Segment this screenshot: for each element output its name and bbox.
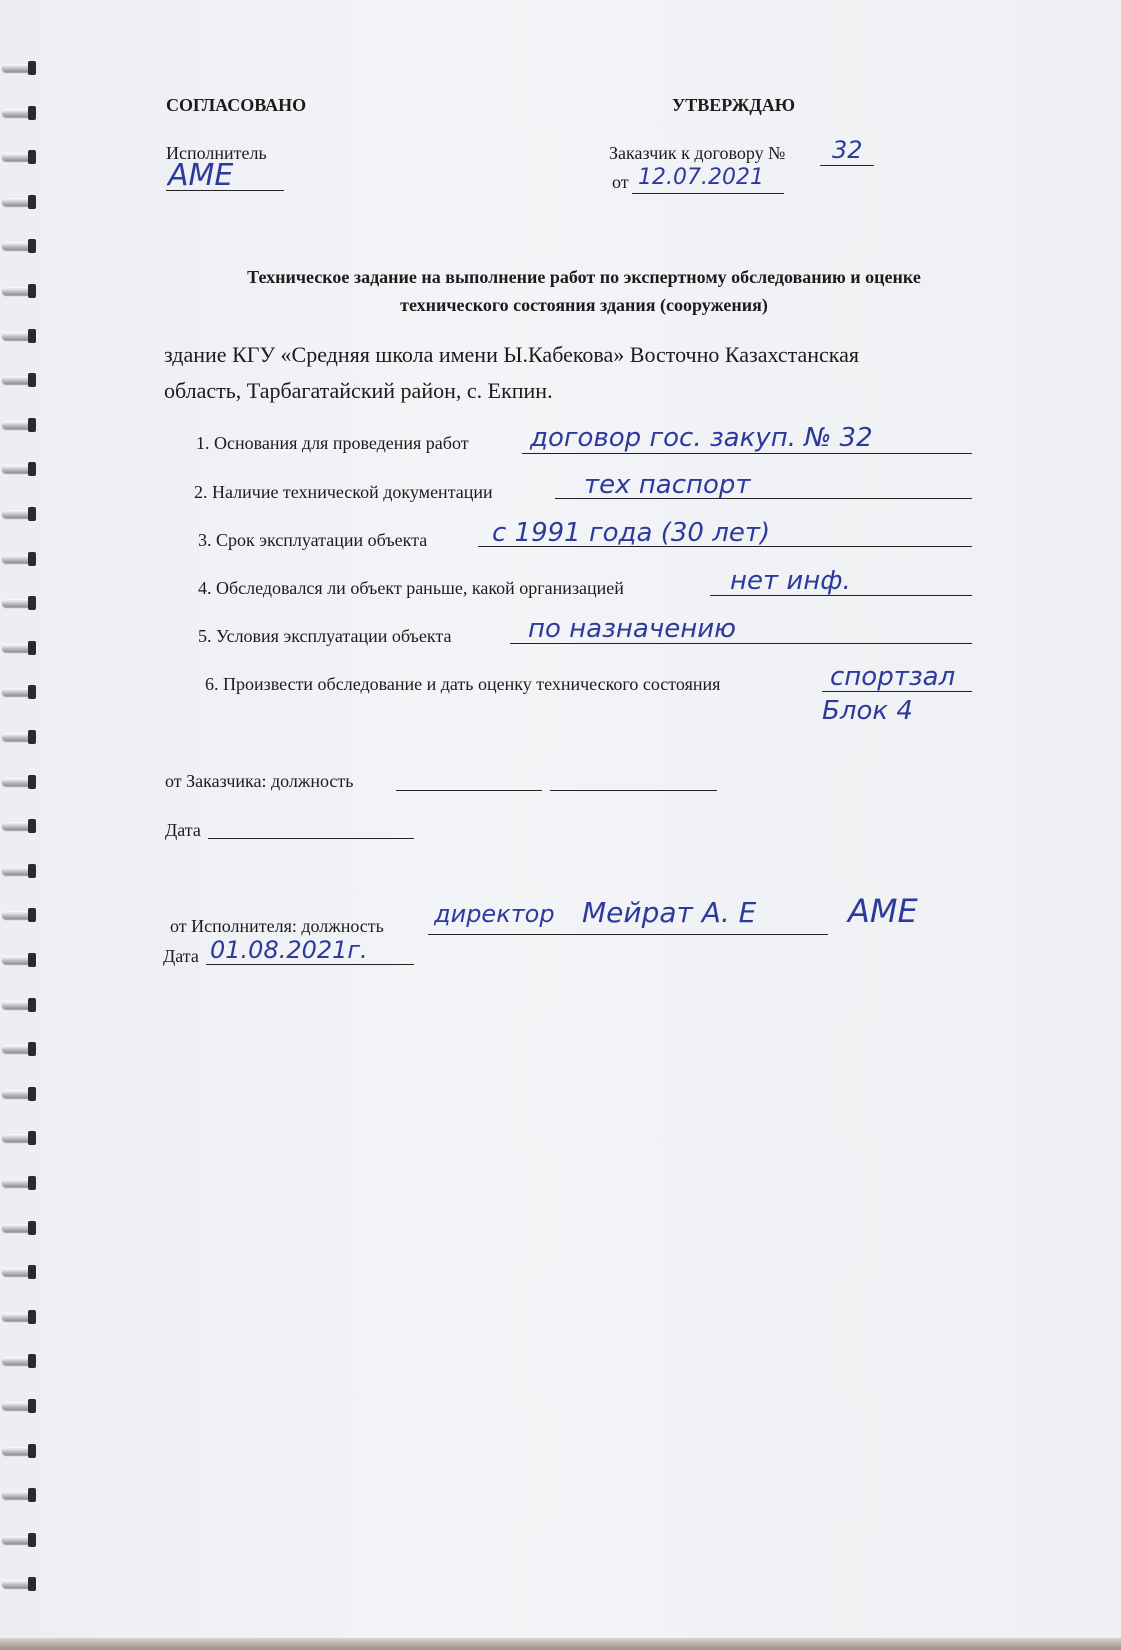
binding-ring — [2, 1574, 40, 1596]
contract-number: 32 — [832, 136, 863, 164]
binding-ring — [2, 504, 40, 526]
binding-ring — [2, 772, 40, 794]
item-6-value-block: Блок 4 — [822, 696, 913, 726]
binding-ring — [2, 415, 40, 437]
object-description-line-1: здание КГУ «Средняя школа имени Ы.Кабекова» Восточно Казахстанская — [164, 342, 860, 367]
binding-ring — [2, 1173, 40, 1195]
contract-date-line — [632, 193, 784, 194]
binding-ring — [2, 281, 40, 303]
binding-ring — [2, 905, 40, 927]
item-1-label: 1. Основания для проведения работ — [196, 433, 469, 453]
executor-signature: АМЕ — [168, 158, 234, 193]
binding-ring — [2, 638, 40, 660]
binding-ring — [2, 1262, 40, 1284]
binding-ring — [2, 1218, 40, 1240]
customer-signature-line — [550, 790, 717, 791]
customer-position-line — [396, 790, 542, 791]
binding-ring — [2, 727, 40, 749]
executor-signature-bottom: АМЕ — [848, 892, 918, 930]
item-4-value: нет инф. — [730, 566, 851, 596]
item-1-line — [522, 453, 972, 454]
item-4-label: 4. Обследовался ли объект раньше, какой организацией — [198, 578, 624, 598]
object-description-line-2: область, Тарбагатайский район, с. Екпин. — [164, 378, 553, 403]
binding-ring — [2, 147, 40, 169]
executor-date-line — [206, 964, 414, 965]
item-5-value: по назначению — [528, 614, 736, 644]
binding-ring — [2, 58, 40, 80]
binding-ring — [2, 549, 40, 571]
binding-ring — [2, 1307, 40, 1329]
item-5-label: 5. Условия эксплуатации объекта — [198, 626, 452, 646]
binding-ring — [2, 1128, 40, 1150]
binding-ring — [2, 593, 40, 615]
binding-ring — [2, 682, 40, 704]
binding-ring — [2, 370, 40, 392]
executor-name: Мейрат А. Е — [582, 896, 757, 929]
binding-ring — [2, 192, 40, 214]
item-6-value: спортзал — [830, 662, 956, 692]
binding-ring — [2, 950, 40, 972]
contract-number-line — [820, 165, 874, 166]
executor-position-label: от Исполнителя: должность — [170, 916, 384, 936]
document-title-line-2: технического состояния здания (сооружения) — [400, 295, 768, 315]
approval-left-title: СОГЛАСОВАНО — [166, 95, 307, 115]
binding-ring — [2, 1396, 40, 1418]
customer-position-label: от Заказчика: должность — [165, 771, 354, 791]
binding-ring — [2, 1485, 40, 1507]
item-3-label: 3. Срок эксплуатации объекта — [198, 530, 428, 550]
executor-position-line — [428, 934, 828, 935]
item-1-value: договор гос. закуп. № 32 — [530, 423, 873, 453]
binding-ring — [2, 1084, 40, 1106]
binding-ring — [2, 103, 40, 125]
binding-ring — [2, 1351, 40, 1373]
item-2-label: 2. Наличие технической документации — [194, 482, 493, 502]
item-6-label: 6. Произвести обследование и дать оценку технического состояния — [205, 674, 721, 694]
binding-ring — [2, 236, 40, 258]
executor-position-value: директор — [434, 900, 555, 928]
binding-ring — [2, 995, 40, 1017]
binding-ring — [2, 816, 40, 838]
contract-date-prefix: от — [612, 172, 629, 192]
binding-ring — [2, 1530, 40, 1552]
table-edge — [0, 1638, 1121, 1650]
spiral-binding — [0, 0, 50, 1650]
customer-contract-label: Заказчик к договору № — [609, 143, 786, 163]
binding-ring — [2, 1039, 40, 1061]
item-3-value: с 1991 года (30 лет) — [492, 518, 771, 548]
customer-date-label: Дата — [165, 820, 201, 840]
binding-ring — [2, 861, 40, 883]
customer-date-line — [208, 838, 414, 839]
binding-ring — [2, 459, 40, 481]
approval-right-title: УТВЕРЖДАЮ — [672, 95, 796, 115]
executor-label: Исполнитель — [166, 143, 267, 163]
item-2-value: тех паспорт — [584, 470, 751, 500]
binding-ring — [2, 1441, 40, 1463]
binding-ring — [2, 326, 40, 348]
contract-date: 12.07.2021 — [638, 165, 764, 190]
executor-date-value: 01.08.2021г. — [210, 936, 368, 964]
document-title-line-1: Техническое задание на выполнение работ по экспертному обследованию и оценке — [247, 267, 921, 287]
executor-date-label: Дата — [163, 946, 199, 966]
